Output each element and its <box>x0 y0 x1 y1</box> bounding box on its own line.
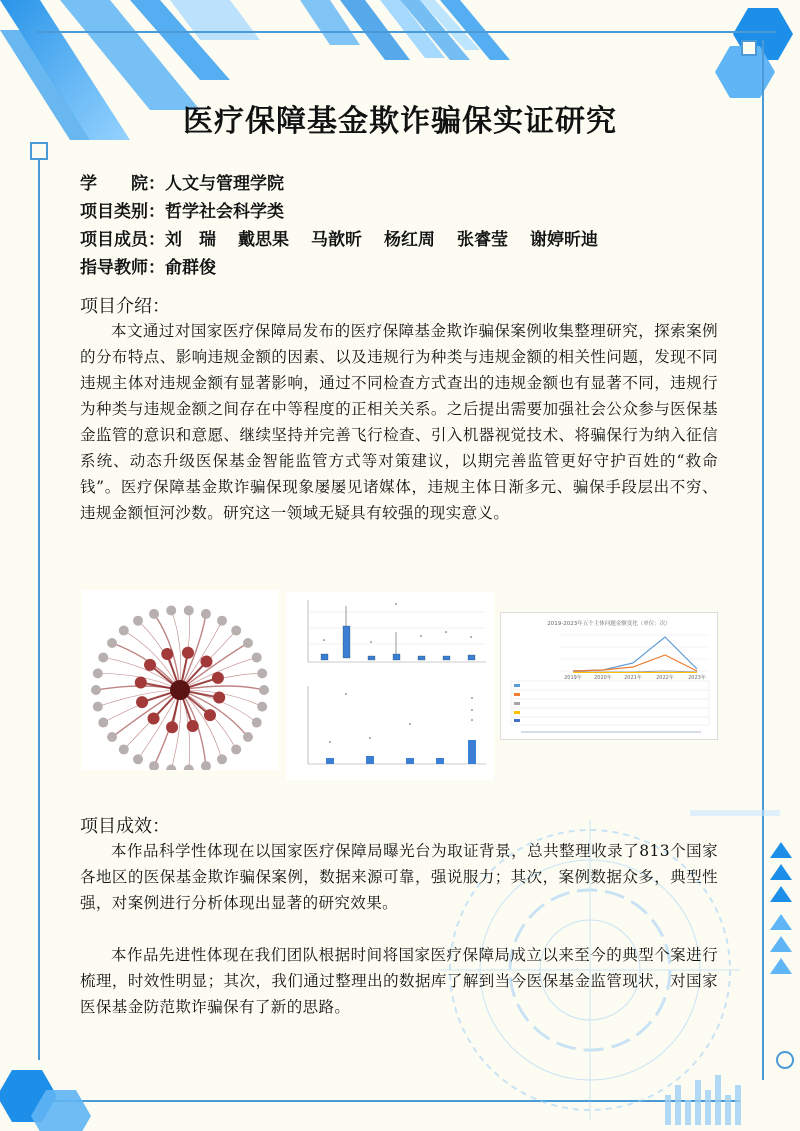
network-node <box>231 744 241 754</box>
college-row <box>80 170 740 198</box>
results-paragraph-1: 本作品科学性体现在以国家医疗保障局曝光台为取证背景，总共整理收录了813个国家各地区的医保基金欺诈骗保案例，数据来源可靠，强说服力；其次，案例数据众多，典型性强，对案例进行分析体现出显著的研究效果。 <box>80 842 718 912</box>
results-heading: 项目成效： <box>80 816 170 837</box>
member-name: 张睿莹 <box>457 230 508 250</box>
network-node <box>166 605 176 615</box>
network-node <box>107 732 117 742</box>
line-chart-figure <box>500 612 718 740</box>
network-node <box>98 652 108 662</box>
network-node <box>93 702 103 712</box>
college-label: 学 院： <box>80 174 165 194</box>
network-node <box>119 626 129 636</box>
network-node <box>161 648 173 660</box>
poster-title: 医疗保障基金欺诈骗保实证研究 <box>183 104 617 139</box>
member-name: 杨红周 <box>384 230 435 250</box>
network-node <box>184 605 194 615</box>
results-paragraph-2: 本作品先进性体现在我们团队根据时间将国家医疗保障局成立以来至今的典型个案进行梳理，时效性明显；其次，我们通过整理出的数据库了解到当今医保基金监管现状，对国家医保基金防范欺诈骗保有了新的思路。 <box>80 946 718 1016</box>
boxplot-figure-bottom <box>286 680 494 780</box>
network-node <box>252 718 262 728</box>
category-value: 哲学社会科学类 <box>165 202 284 222</box>
network-graph-figure <box>82 590 278 770</box>
college-value: 人文与管理学院 <box>165 174 284 194</box>
network-node <box>243 732 253 742</box>
network-node <box>133 754 143 764</box>
network-node <box>184 765 194 770</box>
frame-corner-square-right <box>741 40 757 56</box>
member-name: 刘 瑞 <box>165 230 216 250</box>
network-node <box>133 616 143 626</box>
line-chart-year-label: 2019年 <box>564 675 582 681</box>
network-node <box>201 761 211 770</box>
network-node <box>148 712 160 724</box>
network-node <box>136 696 148 708</box>
members-row <box>80 226 740 254</box>
network-node <box>231 626 241 636</box>
advisor-value: 俞群俊 <box>165 258 216 278</box>
line-chart-title: 2019-2023年五个主体问题金额变化（单位：次） <box>547 621 671 627</box>
network-node <box>91 685 101 695</box>
boxplot-figure-top <box>286 592 494 680</box>
bottom-left-hexagons-decoration <box>0 1050 110 1131</box>
intro-heading: 项目介绍： <box>80 296 170 317</box>
member-name: 谢婷昕迪 <box>530 230 598 250</box>
network-node <box>243 638 253 648</box>
network-node <box>257 702 267 712</box>
line-chart-year-label: 2022年 <box>656 675 674 681</box>
network-node <box>187 720 199 732</box>
member-name: 戴思果 <box>238 230 289 250</box>
line-chart-year-label: 2021年 <box>624 675 642 681</box>
advisor-row <box>80 254 740 282</box>
network-node <box>204 709 216 721</box>
network-node <box>213 692 225 704</box>
network-node <box>257 668 267 678</box>
network-node <box>166 721 178 733</box>
network-node <box>93 668 103 678</box>
network-node <box>259 685 269 695</box>
network-node <box>149 761 159 770</box>
network-node <box>182 647 194 659</box>
network-node <box>212 672 224 684</box>
network-node <box>217 616 227 626</box>
network-node <box>166 765 176 770</box>
network-center-node <box>170 680 190 700</box>
line-chart-year-label: 2023年 <box>688 675 706 681</box>
network-node <box>217 754 227 764</box>
network-node <box>144 659 156 671</box>
members-label: 项目成员： <box>80 230 165 250</box>
category-row <box>80 198 740 226</box>
category-label: 项目类别： <box>80 202 165 222</box>
network-node <box>107 638 117 648</box>
intro-paragraph: 本文通过对国家医疗保障局发布的医疗保障基金欺诈骗保案例收集整理研究，探索案例的分布特点、影响违规金额的因素、以及违规行为种类与违规金额的相关性问题，发现不同违规主体对违规金额有显著影响，通过不同检查方式查出的违规金额也有显著不同，违规行为种类与违规金额之间存在中等程度的正相关关系。之后提出需要加强社会公众参与医保基金监管的意识和意愿、继续坚持并完善飞行检查、引入机器视觉技术、将骗保行为纳入征信系统、动态升级医保基金智能监管方式等对策建议，以期完善监管更好守护百姓的“救命钱”。医疗保障基金欺诈骗保现象屡屡见诸媒体，违规主体日渐多元、骗保手段层出不穷、违规金额恒河沙数。研究这一领域无疑具有较强的现实意义。 <box>80 322 718 522</box>
frame-top-line <box>36 31 776 33</box>
network-node <box>135 676 147 688</box>
advisor-label: 指导教师： <box>80 258 165 278</box>
member-name: 马歆昕 <box>311 230 362 250</box>
network-node <box>98 718 108 728</box>
project-meta <box>80 170 740 282</box>
network-node <box>149 609 159 619</box>
network-node <box>119 744 129 754</box>
network-node <box>252 652 262 662</box>
frame-left-line <box>38 160 40 1060</box>
network-node <box>200 656 212 668</box>
line-chart-year-label: 2020年 <box>594 675 612 681</box>
network-node <box>201 609 211 619</box>
frame-corner-square <box>30 142 48 160</box>
